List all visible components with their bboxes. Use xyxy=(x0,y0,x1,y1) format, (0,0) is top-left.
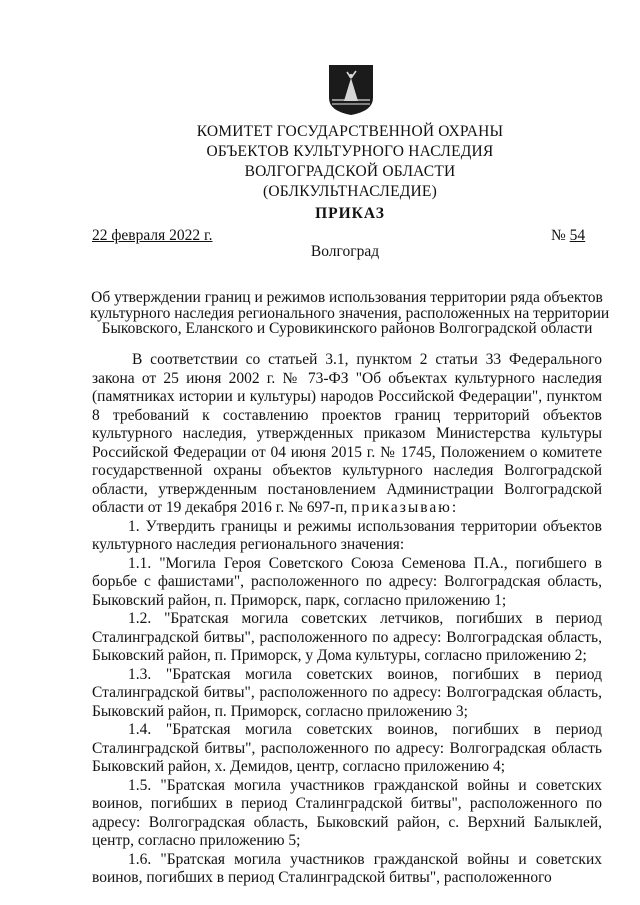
order-number-value: 54 xyxy=(569,227,586,244)
item-paragraph: 1.5. "Братская могила участников гражданской войны и советских воинов, погибших в период Сталинградской битвы", расположенного по адресу: Волгоградская область, Быковский район, с. Верхний Балыклей, центр, согласно приложению 5; xyxy=(92,776,602,849)
document-type-title: ПРИКАЗ xyxy=(315,205,385,222)
org-line: ОБЪЕКТОВ КУЛЬТУРНОГО НАСЛЕДИЯ xyxy=(206,143,494,160)
subject-line: культурного наследия регионального значения, расположенных на территории xyxy=(90,304,610,322)
coat-of-arms-emblem xyxy=(328,64,374,116)
subject-line: Об утверждении границ и режимов использования территории ряда объектов xyxy=(91,289,603,306)
item-paragraph: 1.2. "Братская могила советских летчиков, погибших в период Сталинградской битвы", расположенного по адресу: Волгоградская область, Быковский район, п. Приморск, у Дома культуры, согласно приложению 2; xyxy=(92,610,602,664)
order-city: Волгоград xyxy=(310,243,380,260)
order-word: приказываю: xyxy=(351,499,459,516)
item-paragraph: 1.1. "Могила Героя Советского Союза Семенова П.А., погибшего в борьбе с фашистами", расположенного по адресу: Волгоградская область, Быковский район, п. Приморск, парк, согласно приложению 1; xyxy=(92,554,602,609)
item-paragraph: 1. Утвердить границы и режимы использования территории объектов культурного наследия регионального значения: xyxy=(92,517,602,553)
order-subject xyxy=(90,289,610,337)
org-line: ВОЛГОГРАДСКОЙ ОБЛАСТИ xyxy=(244,163,456,180)
preamble-text: В соответствии со статьей 3.1, пунктом 2 статьи 33 Федерального закона от 25 июня 2002 г. № 73-ФЗ "Об объектах культурного наследия (памятниках истории и культуры) народов Российской Федерации", пунктом 8 требований к составлению проектов границ территорий объектов культурного наследия, утвержденных приказом Министерства культуры Российской Федерации от 04 июня 2015 г. № 1745, Положением о комитете государственной охраны объектов культурного наследия Волгоградской области, утвержденным постановлением Администрации Волгоградской области от 19 декабря 2016 г. № 697-п, xyxy=(92,351,602,516)
order-number-prefix: № xyxy=(551,227,570,244)
item-paragraph: 1.6. "Братская могила участников гражданской войны и советских воинов, погибших в период Сталинградской битвы", расположенного xyxy=(92,850,602,886)
order-date: 22 февраля 2022 г. xyxy=(92,227,213,244)
org-line: КОМИТЕТ ГОСУДАРСТВЕННОЙ ОХРАНЫ xyxy=(196,123,504,140)
item-paragraph: 1.3. "Братская могила советских воинов, погибших в период Сталинградской битвы", расположенного по адресу: Волгоградская область, Быковский район, п. Приморск, согласно приложению 3; xyxy=(92,665,602,720)
preamble-paragraph xyxy=(92,351,602,518)
subject-line: Быковского, Еланского и Суровикинского районов Волгоградской области xyxy=(101,320,593,337)
order-body xyxy=(92,351,602,888)
item-paragraph: 1.4. "Братская могила советских воинов, погибших в период Сталинградской битвы", расположенного по адресу: Волгоградская область Быковский район, х. Демидов, центр, согласно приложению 4; xyxy=(92,721,602,775)
org-line: (ОБЛКУЛЬТНАСЛЕДИЕ) xyxy=(263,183,437,200)
organization-name xyxy=(140,122,560,202)
